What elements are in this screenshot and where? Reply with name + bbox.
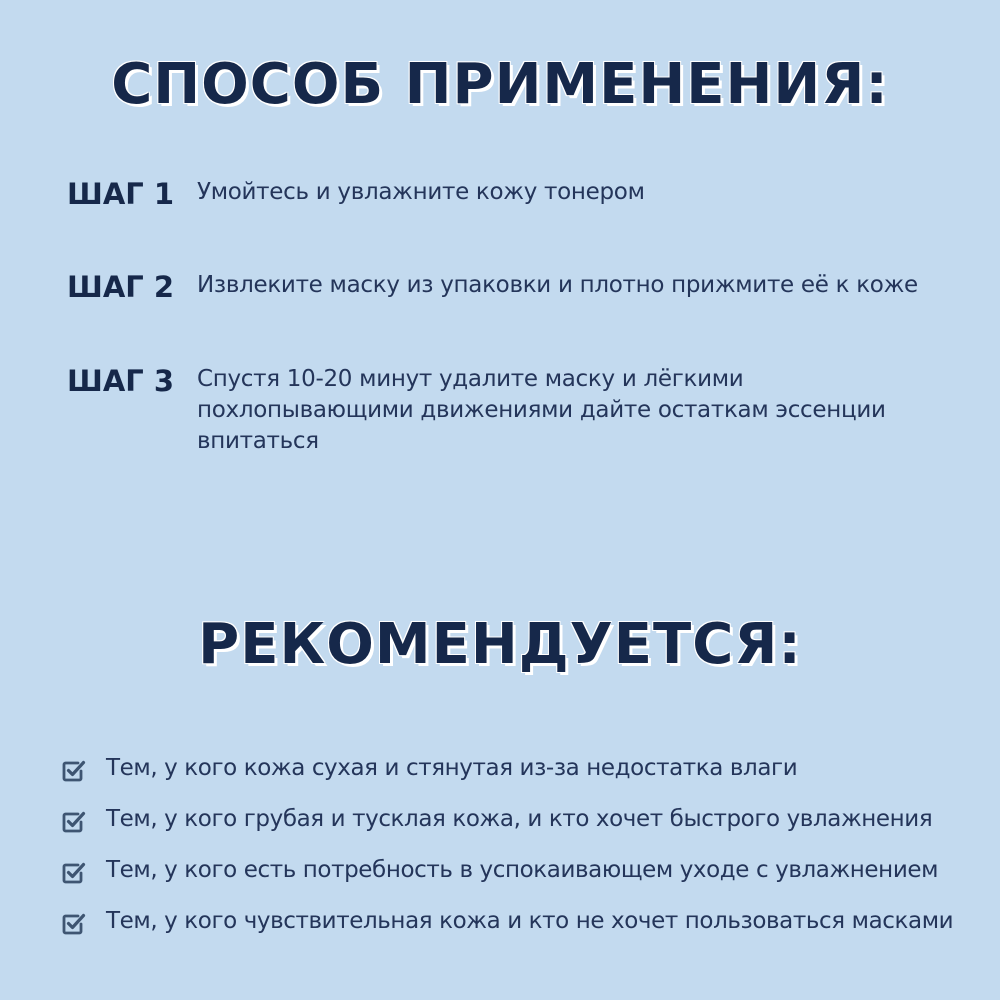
list-item-text: Тем, у кого есть потребность в успокаивающем уходе с увлажнением [106, 857, 939, 883]
step-label: ШАГ 2 [67, 270, 175, 304]
checkbox-checked-icon [60, 808, 86, 834]
list-item-text: Тем, у кого чувствительная кожа и кто не хочет пользоваться масками [106, 908, 954, 934]
list-item [60, 752, 953, 803]
step-text: Спустя 10-20 минут удалите маску и лёгкими похлопывающими движениями дайте остаткам эссенции впитаться [197, 366, 886, 454]
checkbox-checked-icon [60, 910, 86, 936]
usage-title: СПОСОБ ПРИМЕНЕНИЯ: [111, 52, 889, 117]
list-item-text: Тем, у кого грубая и тусклая кожа, и кто хочет быстрого увлажнения [106, 806, 933, 832]
checkbox-checked-icon [60, 757, 86, 783]
list-item-text: Тем, у кого кожа сухая и стянутая из-за недостатка влаги [106, 755, 798, 781]
list-item [60, 854, 953, 905]
list-item [60, 905, 953, 956]
checkbox-checked-icon [60, 859, 86, 885]
recommended-title: РЕКОМЕНДУЕТСЯ: [198, 612, 802, 677]
recommended-list [60, 752, 953, 956]
step-label: ШАГ 1 [67, 177, 175, 211]
step-label: ШАГ 3 [67, 364, 175, 398]
step-text: Умойтесь и увлажните кожу тонером [197, 179, 645, 205]
step-text: Извлеките маску из упаковки и плотно прижмите её к коже [197, 272, 918, 298]
list-item [60, 803, 953, 854]
